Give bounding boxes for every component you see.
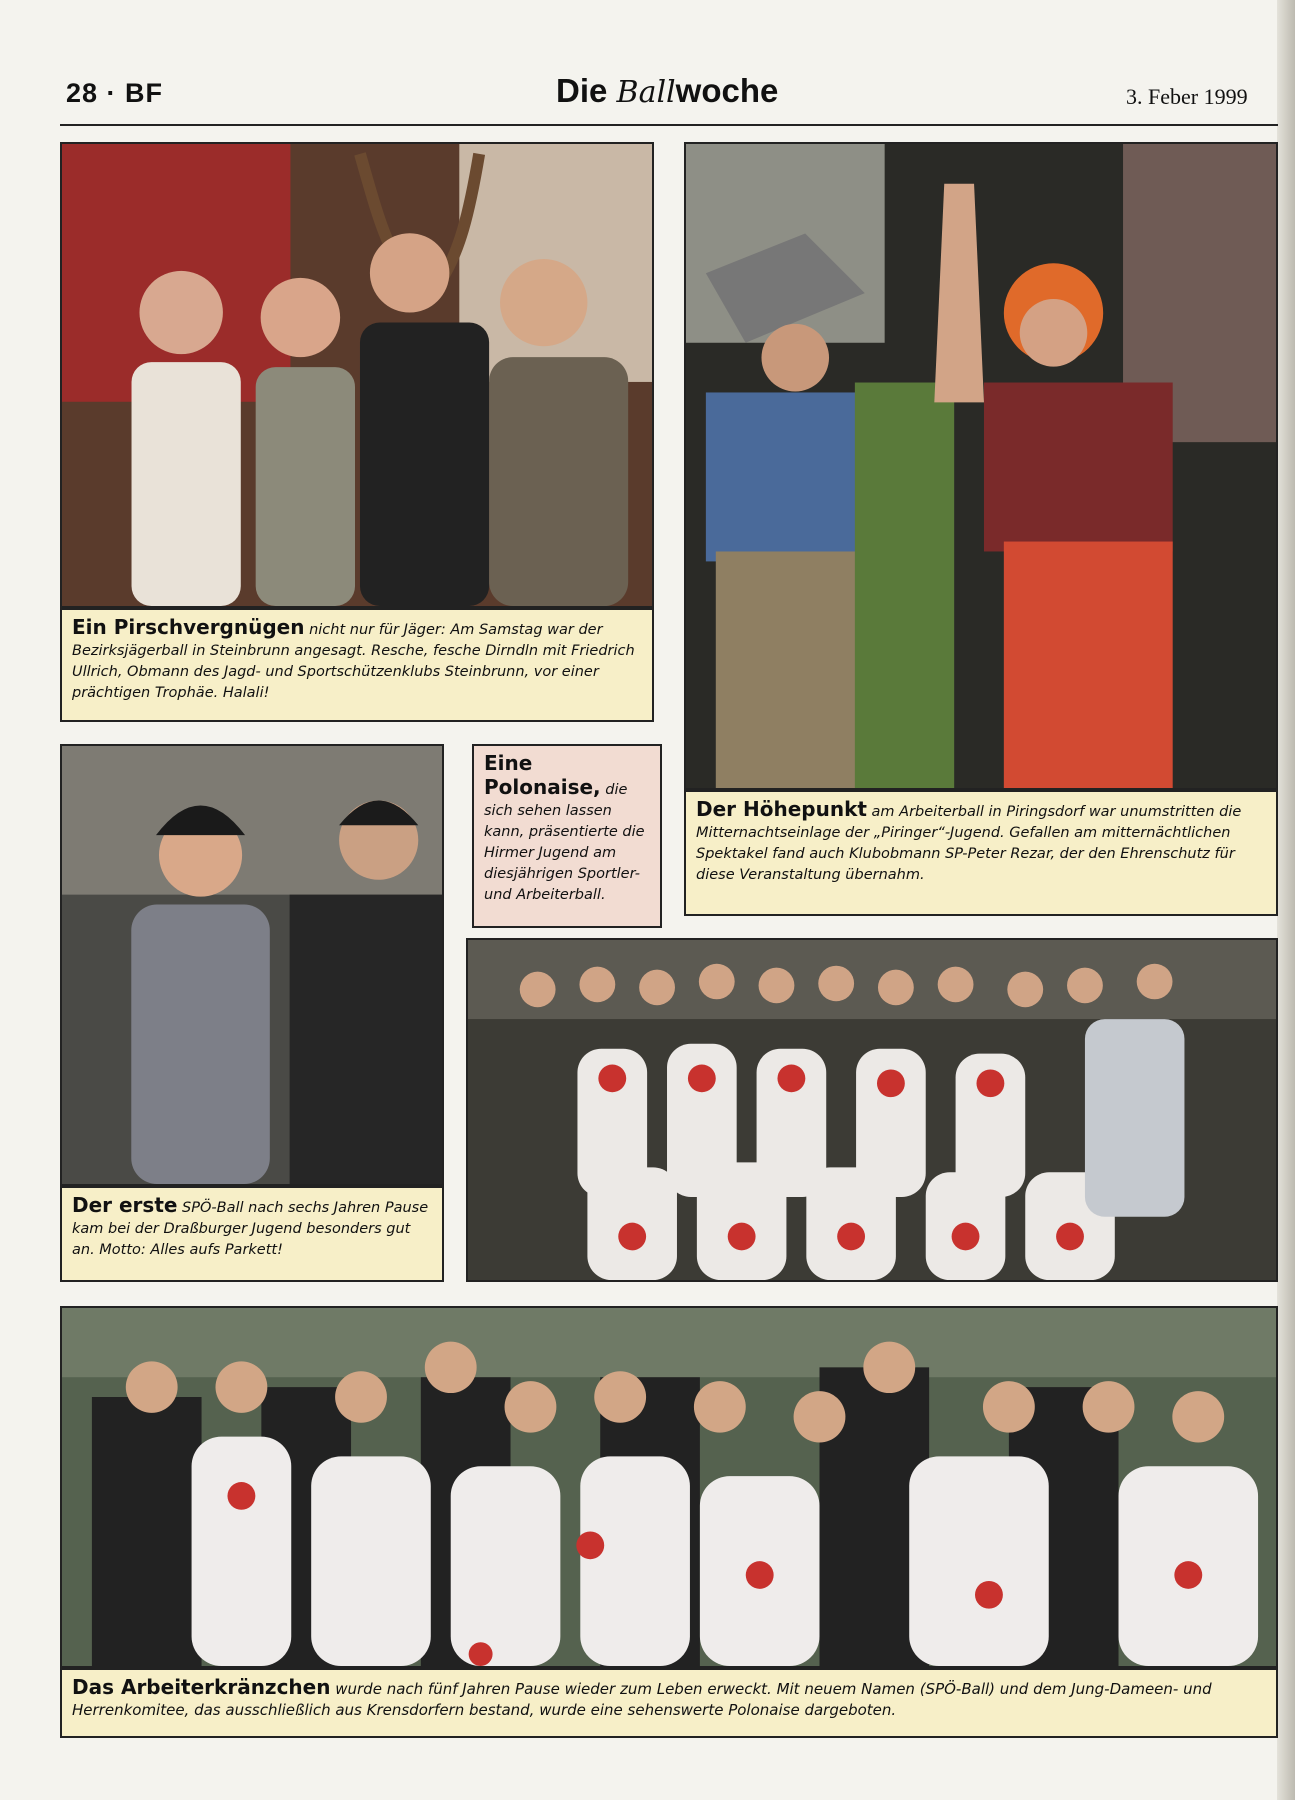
caption-polonaise-lead: Eine Polonaise, <box>484 751 601 799</box>
caption-arbeiterkraenzchen-text: wurde nach fünf Jahren Pause wieder zum Leben erweckt. Mit neuem Namen (SPÖ-Ball) und dem Jung-Dameen- und Herrenkomitee, das ausschließlich aus Krensdorfern bestand, wurde eine sehenswerte Polonaise dargeboten. <box>72 1680 1212 1719</box>
caption-polonaise-text: die sich sehen lassen kann, präsentierte die Hirmer Jugend am diesjährigen Sportler- und Arbeiterball. <box>484 782 645 903</box>
masthead-prefix: Die <box>556 72 617 109</box>
masthead <box>556 72 778 110</box>
caption-jaegerball <box>60 608 654 722</box>
caption-arbeiterkraenzchen <box>60 1668 1278 1738</box>
page-number: 28 · BF <box>66 78 164 108</box>
caption-jaegerball-lead: Ein Pirschvergnügen <box>72 615 305 639</box>
photo-jaegerball <box>60 142 654 608</box>
header-rule <box>60 124 1278 126</box>
photo-draszburg <box>60 744 444 1186</box>
caption-draszburg-text: SPÖ-Ball nach sechs Jahren Pause kam bei der Draßburger Jugend besonders gut an. Motto: Alles aufs Parkett! <box>72 1200 429 1258</box>
caption-polonaise <box>472 744 662 928</box>
photo-polonaise <box>466 938 1278 1282</box>
masthead-script: Ball <box>616 75 676 110</box>
caption-arbeiterkraenzchen-lead: Das Arbeiterkränzchen <box>72 1675 331 1699</box>
caption-draszburg <box>60 1186 444 1282</box>
caption-hoehepunkt-text: am Arbeiterball in Piringsdorf war unumstritten die Mitternachtseinlage der „Piringer“-Jugend. Gefallen am mitternächtlichen Spektakel fand auch Klubobmann SP-Peter Rezar, der den Ehrenschutz für diese Veranstaltung übernahm. <box>696 804 1242 883</box>
photo-arbeiterkraenzchen <box>60 1306 1278 1668</box>
caption-jaegerball-text: nicht nur für Jäger: Am Samstag war der Bezirksjägerball in Steinbrunn angesagt. Resche, fesche Dirndln mit Friedrich Ullrich, Obmann des Jagd- und Sportschützenklubs Steinbrunn, vor einer prächtigen Trophäe. Halali! <box>72 622 635 701</box>
caption-hoehepunkt-lead: Der Höhepunkt <box>696 797 867 821</box>
caption-draszburg-lead: Der erste <box>72 1193 178 1217</box>
photo-hoehepunkt <box>684 142 1278 790</box>
page-spine-shadow <box>1277 0 1295 1800</box>
issue-date: 3. Feber 1999 <box>1126 84 1248 109</box>
masthead-suffix: woche <box>675 72 779 109</box>
caption-hoehepunkt <box>684 790 1278 916</box>
